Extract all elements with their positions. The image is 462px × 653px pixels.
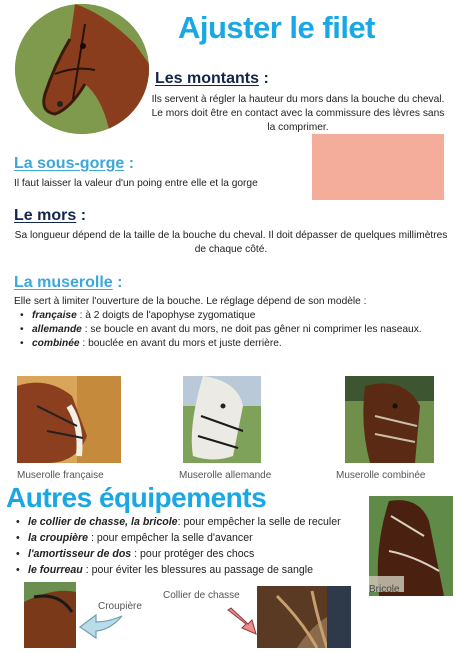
mors-text: Sa longueur dépend de la taille de la bouche du cheval. Il doit dépasser de quelques millimètres de chaque côté. bbox=[14, 230, 448, 255]
list-item: • le collier de chasse, la bricole: pour empêcher la selle de reculer bbox=[16, 514, 376, 530]
color-swatch bbox=[312, 134, 444, 200]
bricole-photo bbox=[369, 496, 453, 596]
muserolle-heading: La muserolle : bbox=[14, 274, 123, 291]
montants-heading: Les montants : bbox=[155, 70, 269, 87]
list-item: • combinée : bouclée en avant du mors et juste derrière. bbox=[20, 337, 448, 351]
page-title: Ajuster le filet bbox=[178, 10, 375, 45]
list-item: • française : à 2 doigts de l'apophyse zygomatique bbox=[20, 309, 448, 323]
muserolle-francaise-photo bbox=[17, 376, 121, 463]
list-item: • l'amortisseur de dos : pour protéger des chocs bbox=[16, 546, 376, 562]
list-item: • allemande : se boucle en avant du mors, ne doit pas gêner ni comprimer les naseaux. bbox=[20, 323, 448, 337]
mors-heading: Le mors : bbox=[14, 207, 87, 224]
caption-allemande: Muserolle allemande bbox=[179, 470, 272, 481]
autres-heading: Autres équipements bbox=[6, 482, 267, 513]
arrow-left-icon bbox=[78, 612, 124, 640]
collier-photo bbox=[257, 586, 351, 648]
muserolle-combinee-photo bbox=[345, 376, 434, 463]
bricole-label: Bricole bbox=[369, 584, 400, 595]
arrow-right-icon bbox=[226, 606, 258, 636]
caption-combinee: Muserolle combinée bbox=[336, 470, 426, 481]
muserolle-allemande-photo bbox=[183, 376, 261, 463]
croupiere-photo bbox=[24, 582, 76, 648]
list-item: • le fourreau : pour éviter les blessures au passage de sangle bbox=[16, 562, 376, 578]
horse-head-photo bbox=[15, 4, 149, 134]
list-item: • la croupière : pour empêcher la selle d'avancer bbox=[16, 530, 376, 546]
sous-gorge-heading: La sous-gorge : bbox=[14, 155, 135, 172]
croupiere-label: Croupière bbox=[98, 601, 142, 612]
muserolle-list bbox=[20, 309, 448, 351]
sous-gorge-text: Il faut laisser la valeur d'un poing entre elle et la gorge bbox=[14, 178, 258, 189]
caption-francaise: Muserolle française bbox=[17, 470, 104, 481]
montants-text: Ils servent à régler la hauteur du mors dans la bouche du cheval. Le mors doit être en contact avec la commissure des lèvres sans la comprimer. bbox=[151, 94, 445, 133]
autres-list bbox=[16, 514, 376, 578]
collier-label: Collier de chasse bbox=[163, 590, 240, 601]
muserolle-intro: Elle sert à limiter l'ouverture de la bouche. Le réglage dépend de son modèle : bbox=[14, 296, 367, 307]
